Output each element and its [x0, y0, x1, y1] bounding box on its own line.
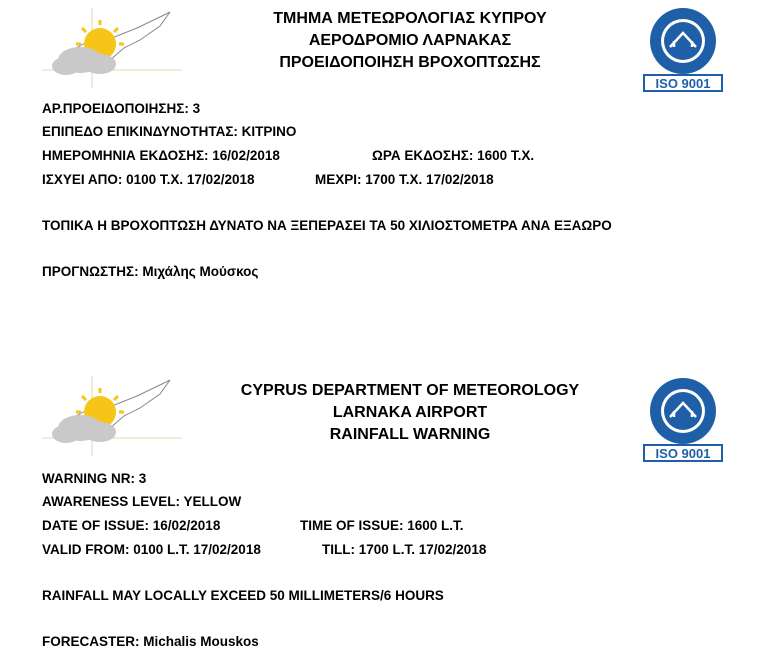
- weather-logo-icon: [42, 376, 182, 456]
- english-date-of-issue: DATE OF ISSUE: 16/02/2018: [42, 518, 221, 533]
- english-awareness-level: AWARENESS LEVEL: YELLOW: [42, 494, 242, 509]
- greek-time-of-issue: ΩΡΑ ΕΚΔΟΣΗΣ: 1600 Τ.Χ.: [372, 148, 535, 163]
- english-time-of-issue: TIME OF ISSUE: 1600 L.T.: [300, 518, 464, 533]
- greek-warning-number: ΑΡ.ΠΡΟΕΙΔΟΠΟΙΗΣΗΣ: 3: [42, 101, 201, 116]
- english-warning-section: [0, 370, 764, 661]
- english-forecaster-label: FORECASTER:: [42, 634, 140, 649]
- iso-badge-label: ISO 9001: [655, 76, 711, 91]
- english-title: [190, 380, 630, 446]
- english-title-line-3: RAINFALL WARNING: [329, 426, 491, 443]
- greek-issue-line: [42, 147, 534, 165]
- english-title-line-1: CYPRUS DEPARTMENT OF METEOROLOGY: [240, 382, 580, 399]
- iso-9001-badge-icon: [638, 3, 728, 93]
- english-issue-line: [42, 517, 464, 535]
- greek-forecaster: [42, 263, 258, 281]
- english-warning-message: RAINFALL MAY LOCALLY EXCEED 50 MILLIMETERS/6 HOURS: [42, 588, 444, 603]
- english-forecaster: [42, 633, 259, 651]
- greek-forecaster-label: ΠΡΟΓΝΩΣΤΗΣ:: [42, 264, 139, 279]
- greek-validity-line: [42, 171, 494, 189]
- english-title-line-2: LARNAKA AIRPORT: [332, 404, 488, 421]
- greek-warning-section: [0, 0, 764, 300]
- greek-title-line-3: ΠΡΟΕΙΔΟΠΟΙΗΣΗ ΒΡΟΧΟΠΤΩΣΗΣ: [279, 54, 541, 71]
- greek-till: ΜΕΧΡΙ: 1700 Τ.Χ. 17/02/2018: [315, 172, 494, 187]
- english-till: TILL: 1700 L.T. 17/02/2018: [322, 542, 487, 557]
- weather-logo-icon: [42, 8, 182, 88]
- english-validity-line: [42, 541, 486, 559]
- greek-title-line-1: ΤΜΗΜΑ ΜΕΤΕΩΡΟΛΟΓΙΑΣ ΚΥΠΡΟΥ: [273, 10, 547, 27]
- iso-9001-badge-icon: [638, 373, 728, 463]
- greek-valid-from: ΙΣΧΥΕΙ ΑΠΟ: 0100 Τ.Χ. 17/02/2018: [42, 172, 255, 187]
- english-warning-number: WARNING NR: 3: [42, 471, 147, 486]
- greek-warning-message: ΤΟΠΙΚΑ Η ΒΡΟΧΟΠΤΩΣΗ ΔΥΝΑΤΟ ΝΑ ΞΕΠΕΡΑΣΕΙ ΤΑ 50 ΧΙΛΙΟΣΤΟΜΕΤΡΑ ΑΝΑ ΕΞΑΩΡΟ: [42, 218, 612, 233]
- english-valid-from: VALID FROM: 0100 L.T. 17/02/2018: [42, 542, 261, 557]
- greek-awareness-level: ΕΠΙΠΕΔΟ ΕΠΙΚΙΝΔΥΝΟΤΗΤΑΣ: ΚΙΤΡΙΝΟ: [42, 124, 297, 139]
- greek-date-of-issue: ΗΜΕΡΟΜΗΝΙΑ ΕΚΔΟΣΗΣ: 16/02/2018: [42, 148, 280, 163]
- greek-forecaster-name: Μιχάλης Μούσκος: [142, 264, 259, 279]
- iso-badge-label: ISO 9001: [655, 446, 711, 461]
- greek-title: [190, 8, 630, 74]
- greek-title-line-2: ΑΕΡΟΔΡΟΜΙΟ ΛΑΡΝΑΚΑΣ: [308, 32, 512, 49]
- english-forecaster-name: Michalis Mouskos: [143, 634, 259, 649]
